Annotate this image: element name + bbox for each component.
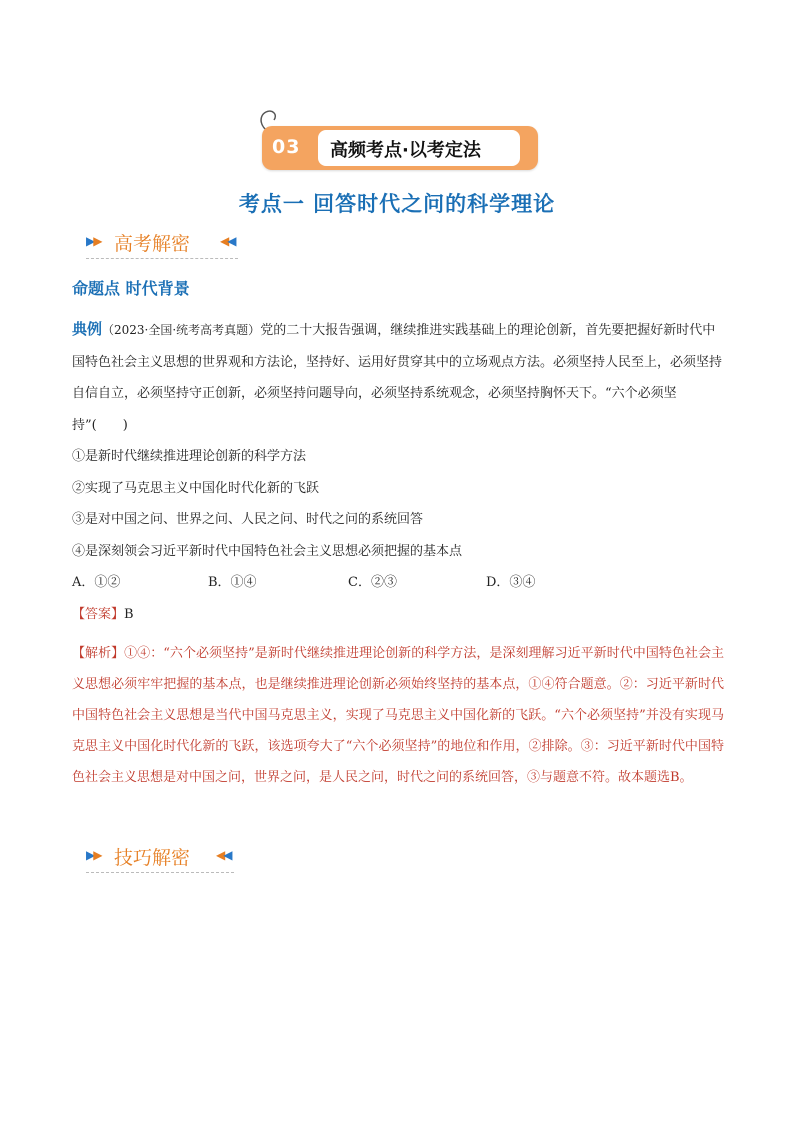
- badge-label: 高频考点·以考定法: [330, 140, 481, 161]
- statement-item: ③是对中国之问、世界之问、人民之问、时代之问的系统回答: [72, 512, 424, 527]
- statement-item: ①是新时代继续推进理论创新的科学方法: [72, 449, 307, 464]
- section-label: 高考解密: [114, 233, 191, 255]
- answer-label: 【答案】: [72, 606, 125, 622]
- analysis: [72, 638, 724, 793]
- statement-item: ②实现了马克思主义中国化时代化新的飞跃: [72, 480, 320, 496]
- option-d: D．③④: [486, 575, 536, 590]
- analysis-text: ①④：“六个必须坚持”是新时代继续推进理论创新的科学方法，是深刻理解习近平新时代中国特色社会主义思想必须牢牢把握的基本点，也是继续推进理论创新必须始终坚持的基本点，①④符合题意。②：习近平新时代中国特色社会主义思想是当代中国马克思主义，实现了马克思主义中国化新的飞跃。“六个必须坚持”并没有实现马克思主义中国化时代化新的飞跃，该选项夸大了“六个必须坚持”的地位和作用，②排除。③：习近平新时代中国特色社会主义思想是对中国之问，世界之问，是人民之问，时代之问的系统回答，③与题意不符。故本题选B。: [72, 646, 724, 785]
- badge-frame: [262, 126, 538, 170]
- double-arrow-left-icon: ◀◀: [220, 234, 235, 248]
- section-number-badge: [262, 120, 538, 172]
- subheading: 命题点 时代背景: [72, 279, 190, 298]
- statement-item: ④是深刻领会习近平新时代中国特色社会主义思想必须把握的基本点: [72, 543, 463, 559]
- question-stem: [72, 314, 724, 441]
- badge-number: 03: [272, 136, 301, 158]
- section-label: 技巧解密: [114, 847, 191, 869]
- option-a: A．①②: [72, 575, 121, 590]
- answer-options: [72, 567, 724, 599]
- example-question: [72, 314, 724, 630]
- example-lead: 典例: [72, 320, 103, 338]
- question-stem-text: 党的二十大报告强调，继续推进实践基础上的理论创新，首先要把握好新时代中国特色社会主义思想的世界观和方法论，坚持好、运用好贯穿其中的立场观点方法。必须坚持人民至上，必须坚持自信自立，必须坚持守正创新，必须坚持问题导向，必须坚持系统观念，必须坚持胸怀天下。“六个必须坚持”( ): [72, 323, 723, 433]
- question-source: （2023·全国·统考高考真题）: [102, 323, 261, 337]
- option-c: C．②③: [348, 575, 397, 590]
- option-b: B．①④: [208, 575, 257, 590]
- page-title: 考点一 回答时代之问的科学理论: [238, 192, 556, 216]
- answer-value: B: [124, 606, 134, 622]
- section-header-skills: [86, 842, 234, 873]
- double-arrow-right-icon: ▶▶: [86, 848, 101, 862]
- answer-line: [72, 599, 724, 631]
- double-arrow-right-icon: ▶▶: [86, 234, 101, 248]
- badge-label-box: [318, 130, 520, 166]
- double-arrow-left-icon: ◀◀: [216, 848, 231, 862]
- section-header-gaokao: [86, 228, 238, 259]
- analysis-label: 【解析】: [72, 646, 125, 661]
